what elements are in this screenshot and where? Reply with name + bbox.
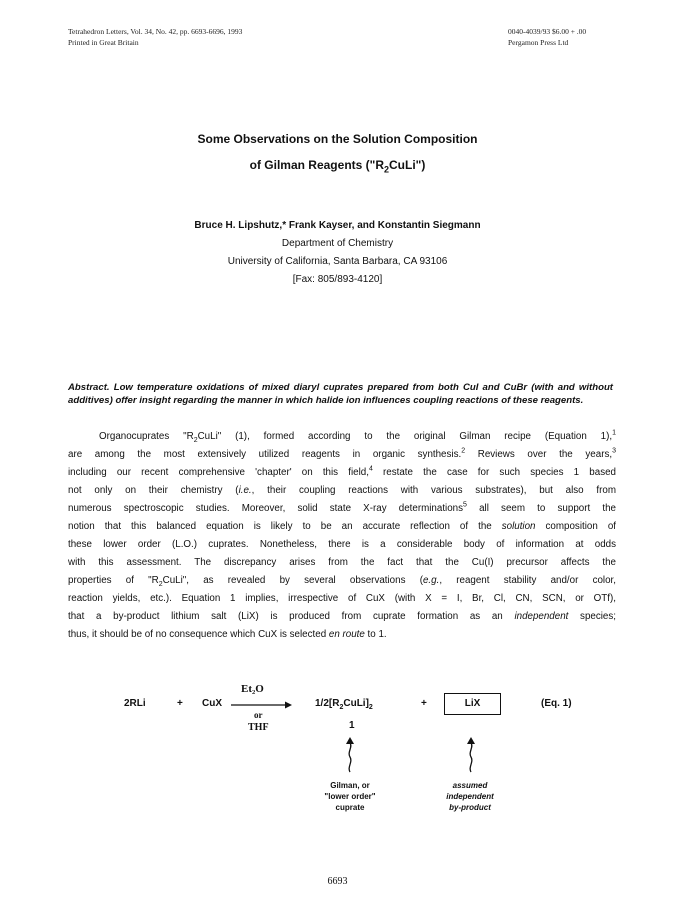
body-line: these lower order (L.O.) cuprates. Nonetheless, there is a considerable body of information at odds <box>68 539 616 550</box>
journal-citation <box>68 26 242 48</box>
publisher-info <box>508 26 586 48</box>
department: Department of Chemistry <box>281 238 394 249</box>
abstract <box>68 381 613 407</box>
printed-location: Printed in Great Britain <box>68 38 139 47</box>
lix-note: assumed independent by-product <box>446 781 494 812</box>
reactant-cux: CuX <box>202 698 222 709</box>
compound-number: 1 <box>349 720 355 731</box>
equation-label: (Eq. 1) <box>541 698 572 709</box>
body-line: notion that this balanced equation is likely to be an accurate reflection of the solution composition of <box>68 521 616 532</box>
up-arrow-lix <box>465 737 477 773</box>
body-line: with this assessment. The discrepancy arises from the fact that the Cu(I) precursor affects the <box>68 557 616 568</box>
paper-title-line2 <box>0 158 675 174</box>
body-line: Organocuprates "$R_2CuLi$" (1), formed according to the original Gilman recipe (Equation 1),$^1$ <box>99 429 616 444</box>
gilman-note: Gilman, or "lower order" cuprate <box>324 781 376 812</box>
plus-sign: + <box>421 698 427 709</box>
title-text-end: CuLi") <box>389 158 426 172</box>
university: University of California, Santa Barbara, CA 93106 <box>227 256 448 267</box>
body-line: are among the most extensively utilized reagents in organic synthesis.$^2$ Reviews over the years,$^3$ <box>68 447 616 460</box>
body-line: properties of "$R_2CuLi$", as revealed by several observations (e.g., reagent stability and/or color, <box>68 575 616 588</box>
body-line: numerous spectroscopic studies. Moreover, solid state X-ray determinations$^5$ all seem to support the <box>68 501 616 514</box>
title-subscript: 2 <box>384 164 390 175</box>
body-line: thus, it should be of no consequence which CuX is selected en route to 1. <box>68 629 387 640</box>
solvent-ether: Et₂O <box>241 683 264 695</box>
paper-title-line1: Some Observations on the Solution Composition <box>197 132 478 146</box>
solvent-or: or <box>254 710 263 720</box>
abstract-text: Low temperature oxidations of mixed diaryl cuprates prepared from both CuI and CuBr (with and without additives) offer insight regarding the manner in which halide ion influences coupling reactions of these reagents. <box>68 382 613 406</box>
product-gilman-reagent: $1/2[R_2CuLi]_2$ <box>315 698 373 711</box>
up-arrow-gilman <box>344 737 356 773</box>
body-line: reaction yields, etc.). Equation 1 implies, irrespective of CuX (with X = I, Br, Cl, CN, SCN, or OTf), <box>68 593 616 604</box>
reaction-arrow <box>231 700 293 710</box>
page-number: 6693 <box>327 876 348 887</box>
journal-reference: Tetrahedron Letters, Vol. 34, No. 42, pp. 6693-6696, 1993 <box>68 27 243 36</box>
publisher-name: Pergamon Press Ltd <box>508 38 569 47</box>
lix-boxed-product: LiX <box>444 693 501 715</box>
body-paragraph <box>68 428 616 644</box>
body-line: not only on their chemistry (i.e., their coupling reactions with various substrates), but also from <box>68 485 616 496</box>
author-list: Bruce H. Lipshutz,* Frank Kayser, and Konstantin Siegmann <box>194 220 481 231</box>
body-line: that a by-product lithium salt (LiX) is produced from cuprate formation as an independent species; <box>68 611 616 622</box>
body-line: including our recent comprehensive 'chapter' on this field,$^4$ restate the case for such species 1 based <box>68 465 616 478</box>
plus-sign: + <box>177 698 183 709</box>
title-text: of Gilman Reagents ("R <box>249 158 384 172</box>
fax-number: [Fax: 805/893-4120] <box>292 274 383 285</box>
solvent-thf: THF <box>248 722 269 733</box>
reactant-rli: 2RLi <box>124 698 146 709</box>
issn-price: 0040-4039/93 $6.00 + .00 <box>508 27 587 36</box>
abstract-label: Abstract. <box>68 382 110 393</box>
